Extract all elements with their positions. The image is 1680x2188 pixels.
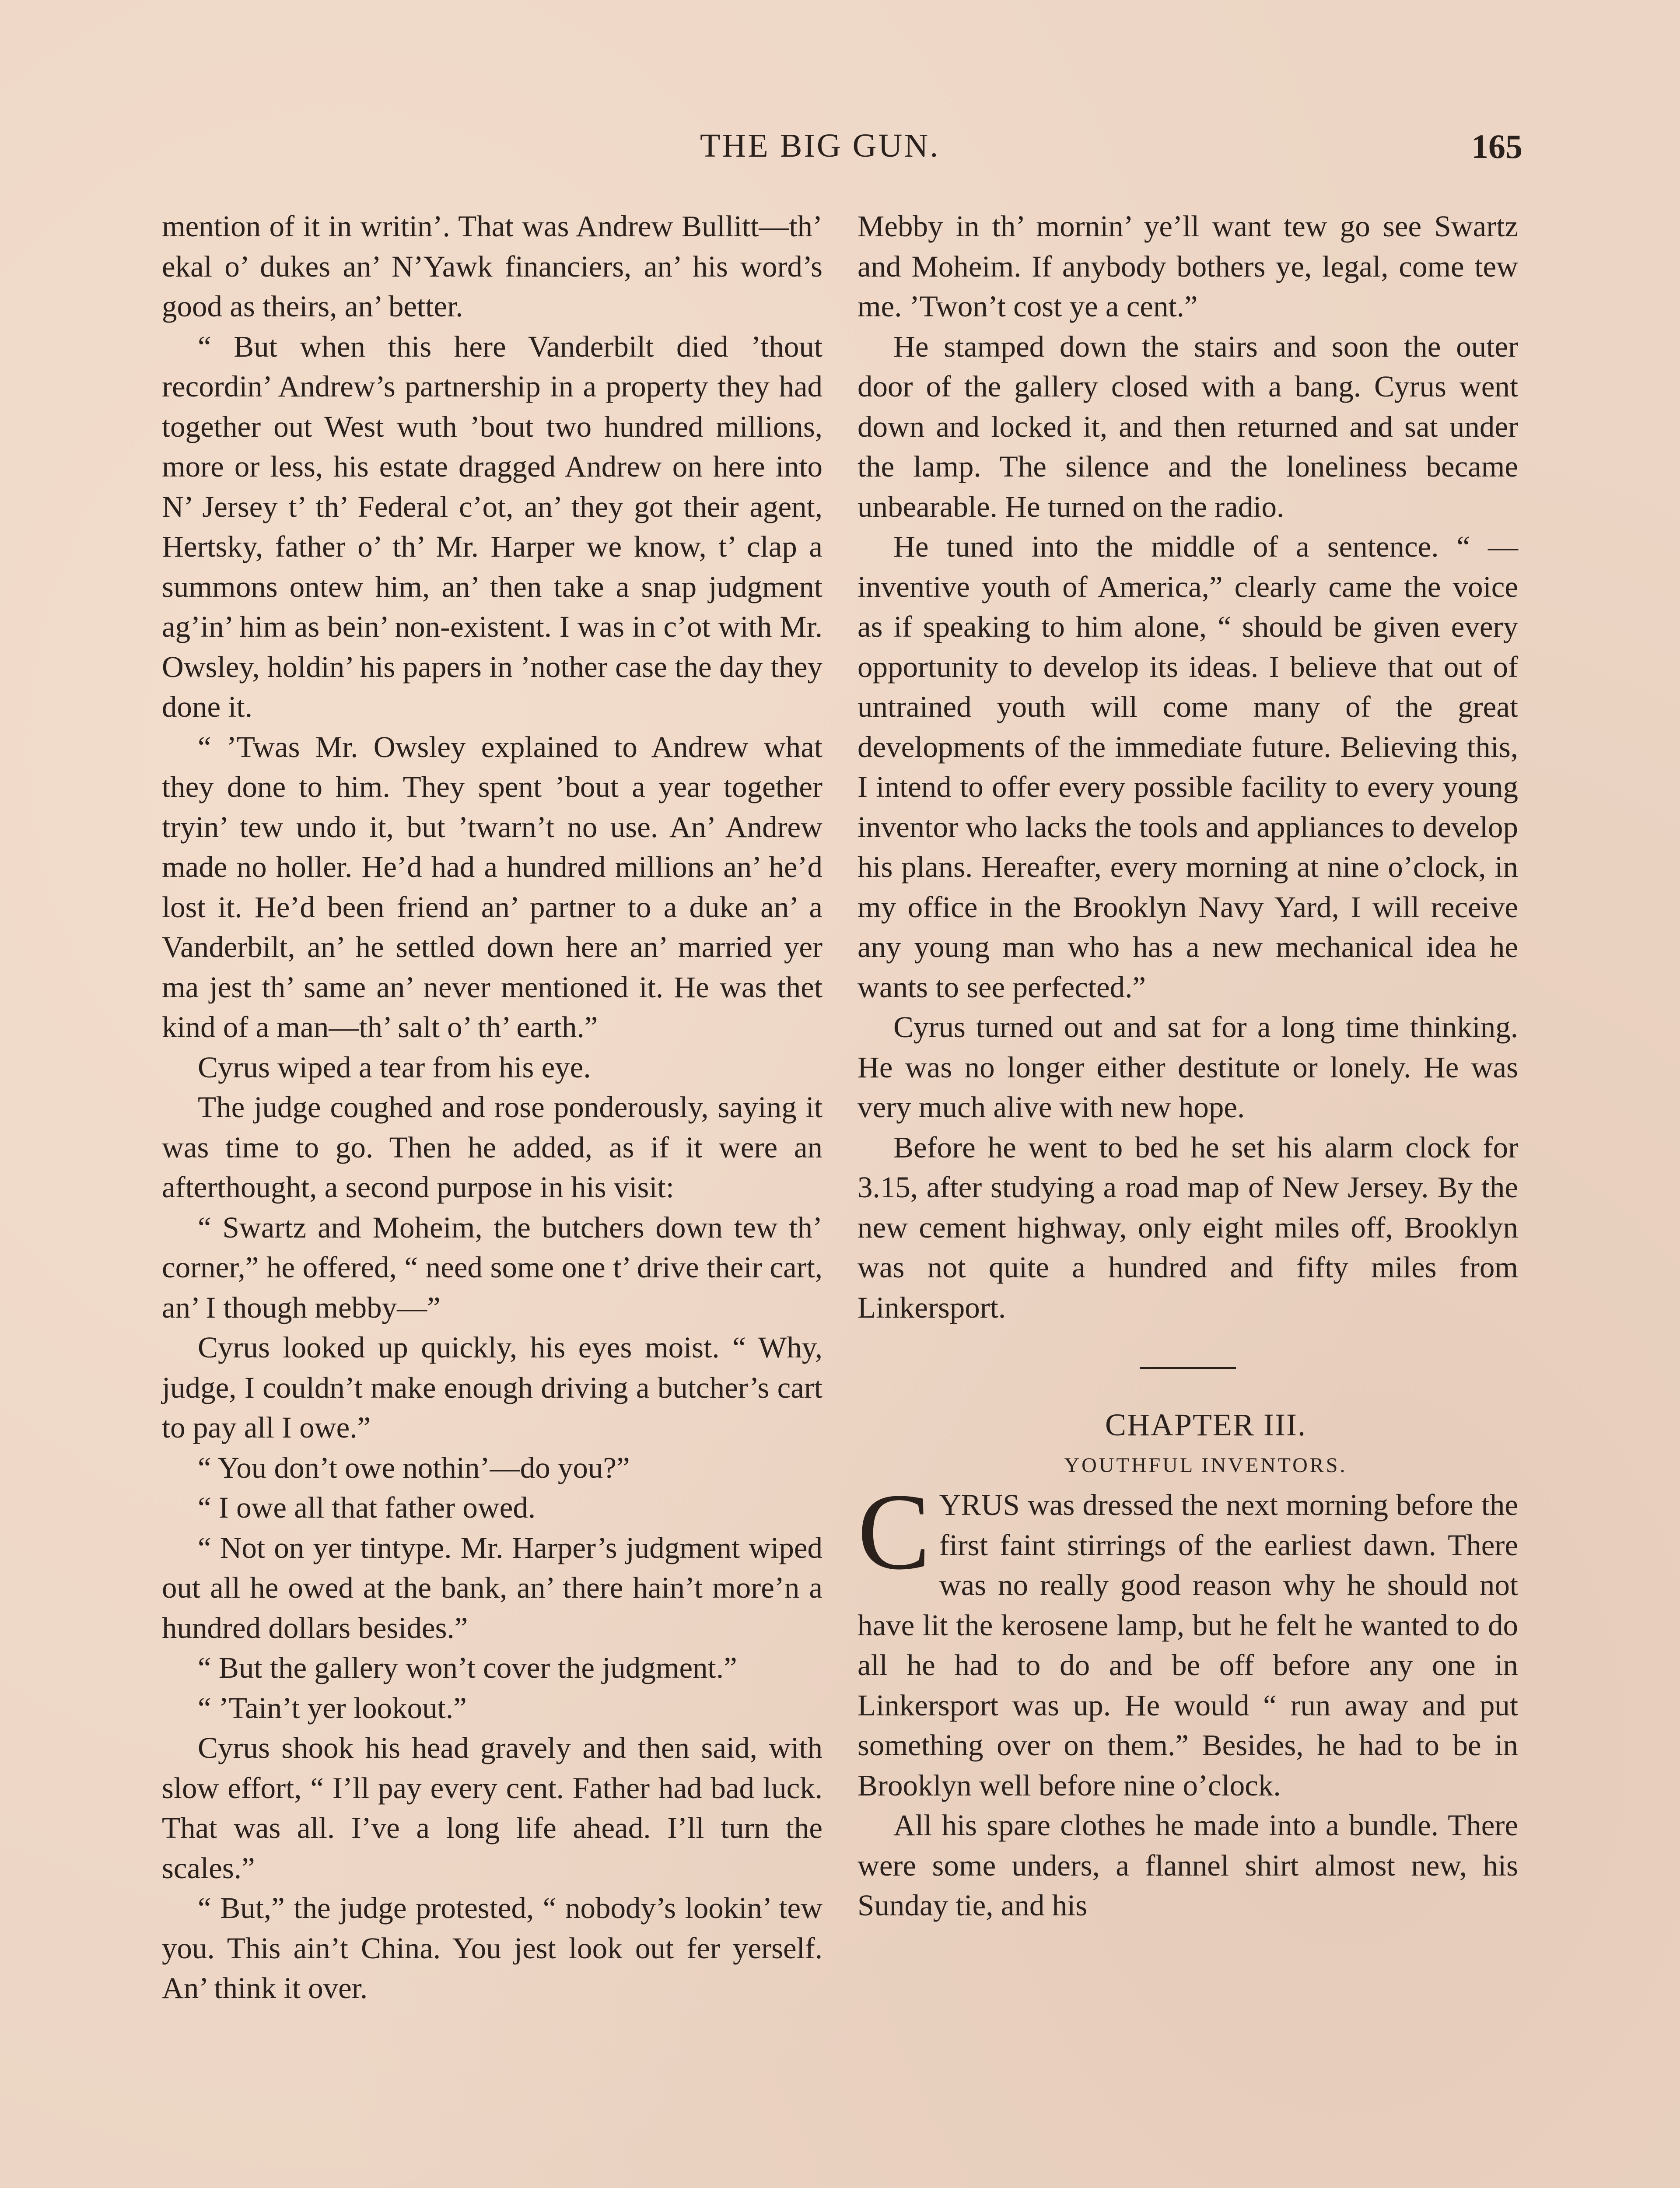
paragraph: “ But when this here Vanderbilt died ’thout recordin’ Andrew’s partnership in a property they had together out West wuth ’bout two hundred millions, more or less, his estate dragged Andrew on here into N’ Jersey t’ th’ Federal c’ot, an’ they got their agent, Hertsky, father o’ th’ Mr. Harper we know, t’ clap a summons ontew him, an’ then take a snap judgment ag’in’ him as bein’ non-existent. I was in c’ot with Mr. Owsley, holdin’ his papers in ’nother case the day they done it. — [162, 330, 822, 723]
paragraph: mention of it in writin’. That was Andrew Bullitt—th’ ekal o’ dukes an’ N’Yawk financiers, an’ his word’s good as theirs, an’ better. — [162, 210, 822, 323]
right-column — [858, 207, 1518, 1926]
opening-text: YRUS was dressed the next morning before the first faint stirrings of the earliest dawn. There was no really good reason why he should not have lit the kerosene lamp, but he felt he wanted to do all he had to do and be off before any one in Linkersport was up. He would “ run away and put something over on them.” Besides, he had to be in Brooklyn well before nine o’clock. — [858, 1488, 1518, 1802]
section-divider — [1140, 1367, 1236, 1369]
paragraph: “ I owe all that father owed. — [198, 1491, 536, 1524]
paragraph: “ You don’t owe nothin’—do you?” — [198, 1451, 630, 1484]
paragraph: He stamped down the stairs and soon the outer door of the gallery closed with a bang. Cyrus went down and locked it, and then returned and sat under the lamp. The silence and the loneliness became unbearable. He turned on the radio. — [858, 330, 1518, 523]
page-number: 165 — [1471, 127, 1522, 165]
paragraph: “ ’Twas Mr. Owsley explained to Andrew what they done to him. They spent ’bout a year together tryin’ tew undo it, but ’twarn’t no use. An’ Andrew made no holler. He’d had a hundred millions an’ he’d lost it. He’d been friend an’ partner to a duke an’ a Vanderbilt, an’ he settled down here an’ married yer ma jest th’ same an’ never mentioned it. He was thet kind of a man—th’ salt o’ th’ earth.” — [162, 730, 822, 1044]
left-column — [162, 207, 822, 2009]
paragraph: All his spare clothes he made into a bundle. There were some unders, a flannel shirt almost new, his Sunday tie, and his — [858, 1809, 1518, 1922]
drop-cap: C — [858, 1471, 931, 1592]
chapter-title: CHAPTER III. — [1105, 1407, 1306, 1442]
paragraph: Cyrus shook his head gravely and then said, with slow effort, “ I’ll pay every cent. Father had bad luck. That was all. I’ve a long life ahead. I’ll turn the scales.” — [162, 1731, 822, 1885]
paragraph: “ But the gallery won’t cover the judgment.” — [198, 1651, 737, 1684]
paragraph: Cyrus turned out and sat for a long time thinking. He was no longer either destitute or lonely. He was very much alive with new hope. — [858, 1010, 1518, 1124]
page-header — [0, 127, 1680, 175]
paragraph: The judge coughed and rose ponderously, saying it was time to go. Then he added, as if it were an afterthought, a second purpose in his visit: — [162, 1090, 822, 1204]
paragraph: Mebby in th’ mornin’ ye’ll want tew go see Swartz and Moheim. If anybody bothers ye, legal, come tew me. ’Twon’t cost ye a cent.” — [858, 210, 1518, 323]
paragraph: Cyrus looked up quickly, his eyes moist. “ Why, judge, I couldn’t make enough driving a butcher’s cart to pay all I owe.” — [162, 1331, 822, 1444]
paragraph: “ Swartz and Moheim, the butchers down tew th’ corner,” he offered, “ need some one t’ drive their cart, an’ I though mebby—” — [162, 1210, 822, 1324]
paragraph: “ Not on yer tintype. Mr. Harper’s judgment wiped out all he owed at the bank, an’ there hain’t more’n a hundred dollars besides.” — [162, 1531, 822, 1645]
paragraph: Before he went to bed he set his alarm clock for 3.15, after studying a road map of New Jersey. By the new cement highway, only eight miles off, Brooklyn was not quite a hundred and fifty miles from Linkersport. — [858, 1130, 1518, 1324]
paragraph: Cyrus wiped a tear from his eye. — [198, 1050, 591, 1084]
paragraph: “ ’Tain’t yer lookout.” — [198, 1691, 467, 1725]
paragraph: He tuned into the middle of a sentence. “ —inventive youth of America,” clearly came the voice as if speaking to him alone, “ should be given every opportunity to develop its ideas. I believe that out of untrained youth will come many of the great developments of the immediate future. Believing this, I intend to offer every possible facility to every young inventor who lacks the tools and appliances to develop his plans. Hereafter, every morning at nine o’clock, in my office in the Brooklyn Navy Yard, I will receive any young man who has a new mechanical idea he wants to see perfected.” — [858, 530, 1518, 1004]
paragraph: “ But,” the judge protested, “ nobody’s lookin’ tew you. This ain’t China. You jest look out fer yerself. An’ think it over. — [162, 1891, 822, 2005]
chapter-opening-paragraph — [858, 1471, 1518, 1806]
chapter-subtitle: YOUTHFUL INVENTORS. — [1064, 1453, 1348, 1477]
running-title: THE BIG GUN. — [700, 127, 940, 164]
